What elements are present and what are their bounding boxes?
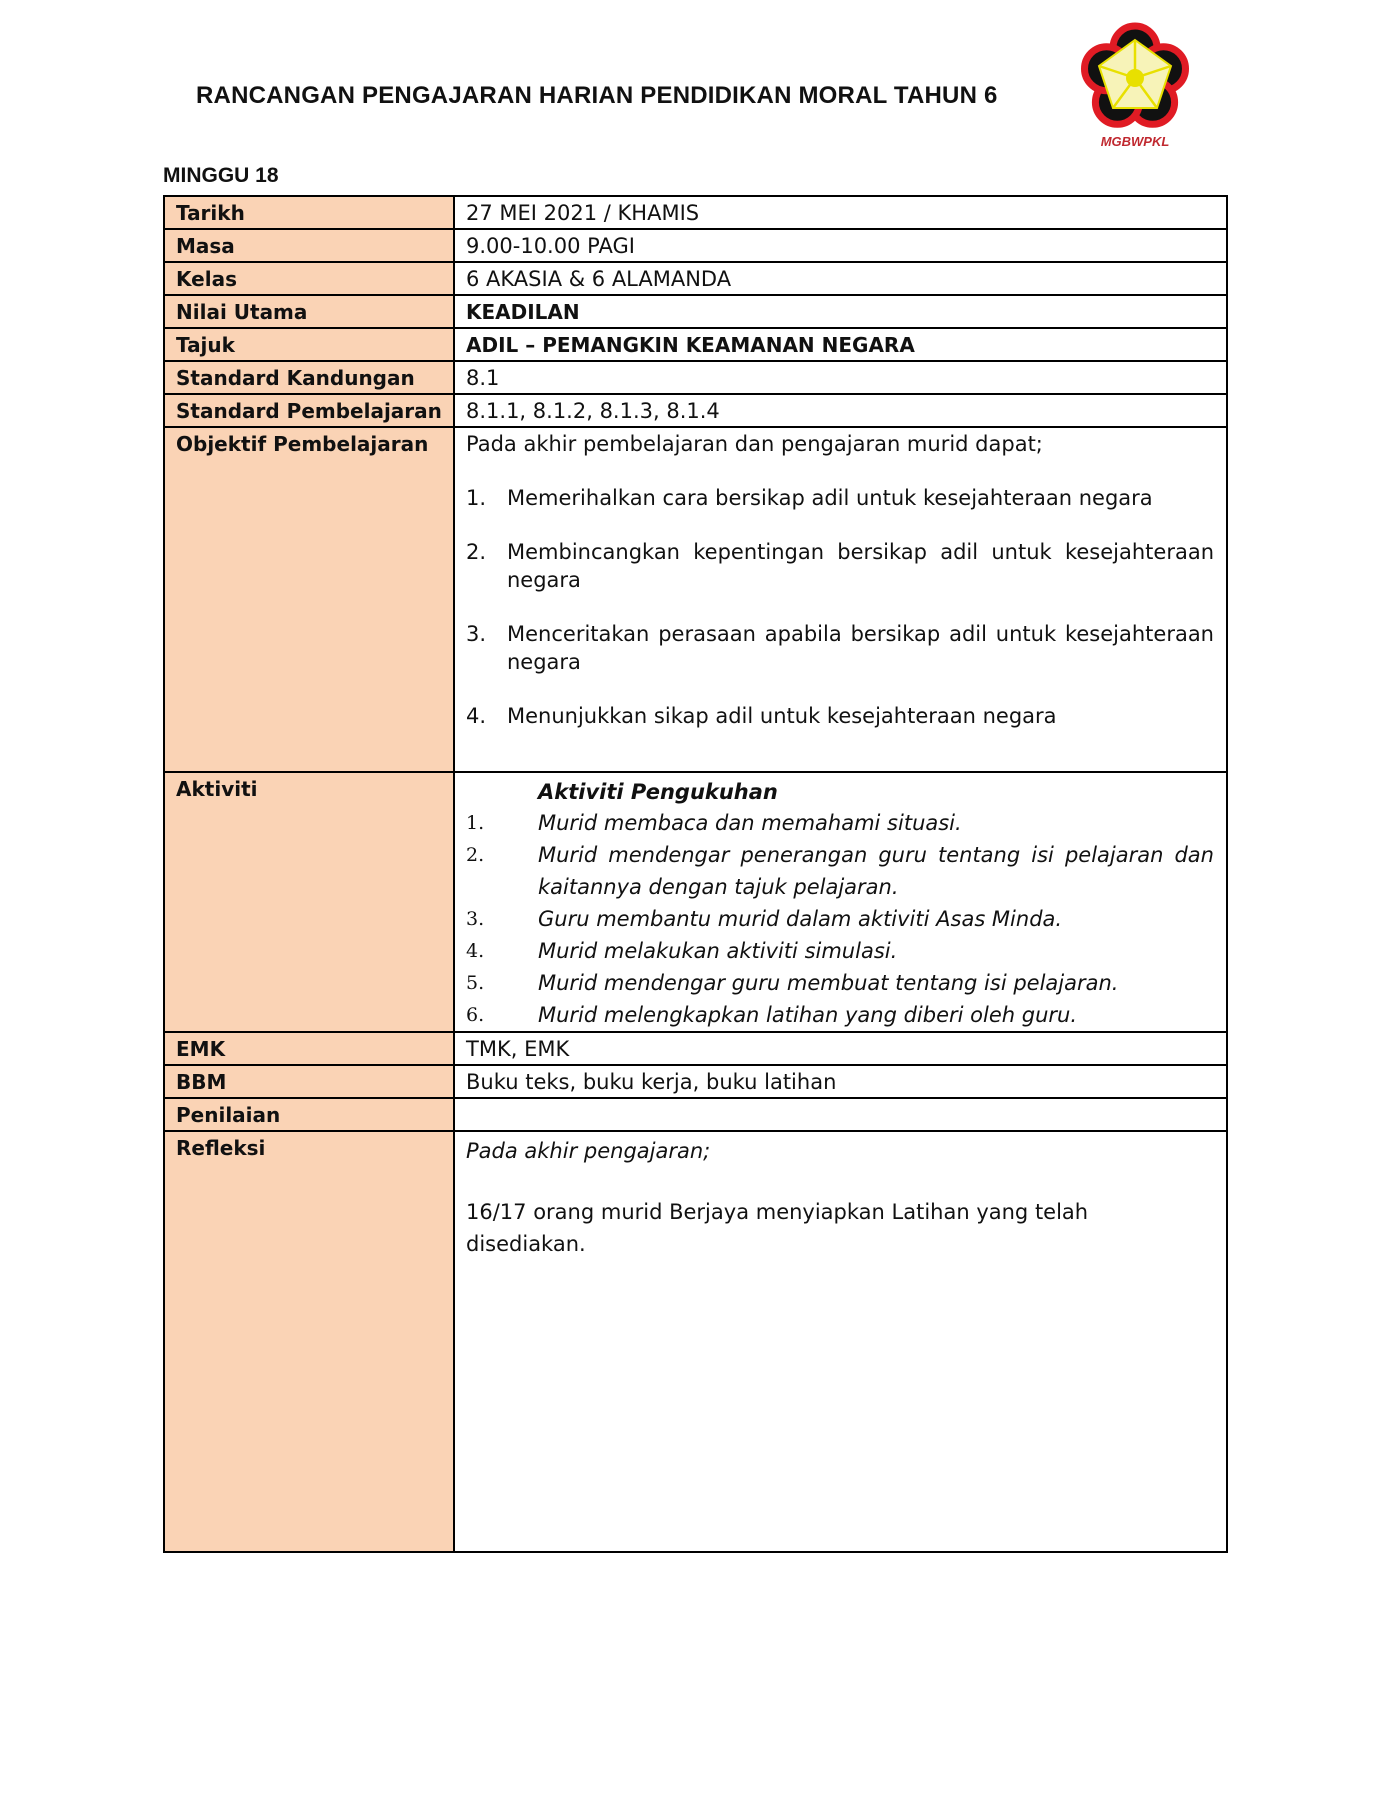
row-emk	[164, 1032, 1227, 1065]
label-standard-kandungan: Standard Kandungan	[164, 361, 454, 394]
objektif-item: 1. Memerihalkan cara bersikap adil untuk kesejahteraan negara	[466, 486, 1153, 510]
label-emk: EMK	[164, 1032, 454, 1065]
svg-text:MGBWPKL: MGBWPKL	[1100, 134, 1170, 149]
objektif-intro: Pada akhir pembelajaran dan pengajaran murid dapat;	[466, 432, 1043, 456]
value-emk: TMK, EMK	[454, 1032, 1227, 1065]
label-aktiviti: Aktiviti	[164, 772, 454, 1032]
value-nilai-utama: KEADILAN	[454, 295, 1227, 328]
row-standard-kandungan	[164, 361, 1227, 394]
row-objektif	[164, 427, 1227, 772]
label-tarikh: Tarikh	[164, 196, 454, 229]
document-title: RANCANGAN PENGAJARAN HARIAN PENDIDIKAN MORAL TAHUN 6	[196, 82, 998, 109]
value-masa: 9.00-10.00 PAGI	[454, 229, 1227, 262]
label-penilaian: Penilaian	[164, 1098, 454, 1131]
row-penilaian	[164, 1098, 1227, 1131]
row-tarikh	[164, 196, 1227, 229]
aktiviti-item: 1. Murid membaca dan memahami situasi.	[466, 811, 962, 835]
refleksi-body: 16/17 orang murid Berjaya menyiapkan Latihan yang telah disediakan.	[466, 1200, 1089, 1256]
value-tajuk: ADIL – PEMANGKIN KEAMANAN NEGARA	[454, 328, 1227, 361]
objektif-list	[466, 484, 1214, 730]
label-standard-pembelajaran: Standard Pembelajaran	[164, 394, 454, 427]
aktiviti-item: 6. Murid melengkapkan latihan yang diberi oleh guru.	[466, 1003, 1077, 1027]
objektif-item: 4. Menunjukkan sikap adil untuk kesejahteraan negara	[466, 704, 1057, 728]
value-bbm: Buku teks, buku kerja, buku latihan	[454, 1065, 1227, 1098]
value-penilaian	[454, 1098, 1227, 1131]
aktiviti-item: 5. Murid mendengar guru membuat tentang isi pelajaran.	[466, 971, 1119, 995]
row-bbm	[164, 1065, 1227, 1098]
row-refleksi	[164, 1131, 1227, 1552]
aktiviti-item: 4. Murid melakukan aktiviti simulasi.	[466, 939, 898, 963]
label-nilai-utama: Nilai Utama	[164, 295, 454, 328]
refleksi-intro: Pada akhir pengajaran;	[466, 1139, 711, 1163]
label-bbm: BBM	[164, 1065, 454, 1098]
label-masa: Masa	[164, 229, 454, 262]
row-aktiviti	[164, 772, 1227, 1032]
row-tajuk	[164, 328, 1227, 361]
mgbwpkl-logo-icon	[1040, 22, 1230, 152]
label-refleksi: Refleksi	[164, 1131, 454, 1552]
aktiviti-heading: Aktiviti Pengukuhan	[538, 780, 778, 804]
value-refleksi	[454, 1131, 1227, 1552]
row-nilai-utama	[164, 295, 1227, 328]
aktiviti-item: 2. Murid mendengar penerangan guru tentang isi pelajaran dan kaitannya dengan tajuk pelajaran.	[466, 843, 1214, 899]
value-standard-kandungan: 8.1	[454, 361, 1227, 394]
value-aktiviti	[454, 772, 1227, 1032]
value-tarikh: 27 MEI 2021 / KHAMIS	[454, 196, 1227, 229]
aktiviti-list	[466, 807, 1214, 1031]
row-masa	[164, 229, 1227, 262]
objektif-item: 2. Membincangkan kepentingan bersikap adil untuk kesejahteraan negara	[466, 540, 1214, 592]
label-tajuk: Tajuk	[164, 328, 454, 361]
value-kelas: 6 AKASIA & 6 ALAMANDA	[454, 262, 1227, 295]
objektif-item: 3. Menceritakan perasaan apabila bersikap adil untuk kesejahteraan negara	[466, 622, 1214, 674]
label-objektif: Objektif Pembelajaran	[164, 427, 454, 772]
value-standard-pembelajaran: 8.1.1, 8.1.2, 8.1.3, 8.1.4	[454, 394, 1227, 427]
label-kelas: Kelas	[164, 262, 454, 295]
row-standard-pembelajaran	[164, 394, 1227, 427]
row-kelas	[164, 262, 1227, 295]
week-label: MINGGU 18	[163, 164, 279, 187]
aktiviti-item: 3. Guru membantu murid dalam aktiviti Asas Minda.	[466, 907, 1063, 931]
value-objektif	[454, 427, 1227, 772]
lesson-plan-table	[163, 195, 1228, 1553]
